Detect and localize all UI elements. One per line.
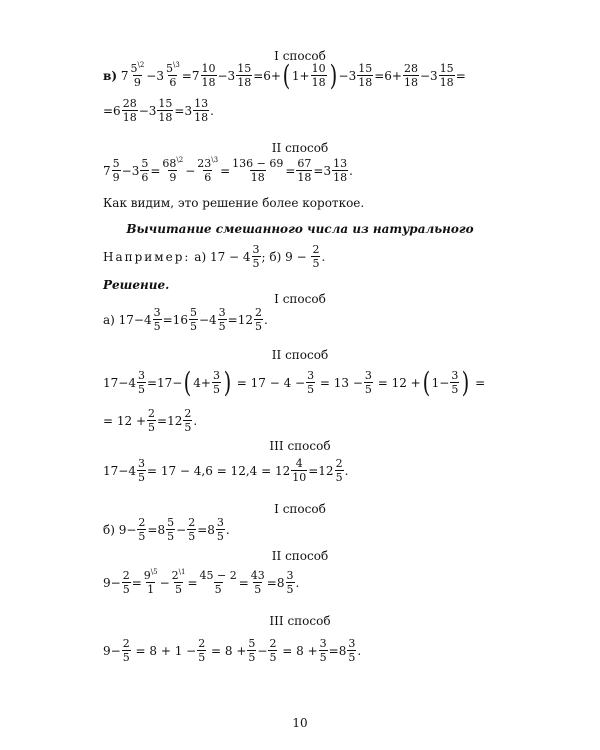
equation-line-9: 9− $\frac{2}{5}$ = $\frac{9^{\backslash 5}}{1}$ − $\frac{2^{\backslash 1}}{5}$ = $\frac{45 - 2}{5}$ = $\frac{43}{5}$ =8 $\frac{3}{5}$ . [103,568,300,596]
caption-way-2-top: II способ [271,141,329,155]
equation-line-2: =6 $\frac{28}{18}$ −3 $\frac{15}{18}$ =3 $\frac{13}{18}$ . [103,97,214,124]
section-heading: Вычитание смешанного числа из натурального [126,222,474,236]
example-b: ; б) 9 − [261,249,307,264]
example-label: Например: [103,249,191,264]
equation-line-5: 17−4 $\frac{3}{5}$ =17− ( 4+ $\frac{3}{5}$ ) = 17 − 4 − $\frac{3}{5}$ = 13 − $\frac{3}{5}$ = 12 + ( 1− $\frac{3}{5}$ ) = [103,366,486,399]
equation-line-3: 7 $\frac{5}{9}$ −3 $\frac{5}{6}$ = $\frac{68^{\backslash 2}}{9}$ − $\frac{23^{\backslash 3}}{6}$ = $\frac{136 - 69}{18}$ = $\frac{67}{18}$ =3 $\frac{13}{18}$ . [103,156,353,184]
equation-line-7: 17−4 $\frac{3}{5}$ = 17 − 4,6 = 12,4 = 12 $\frac{4}{10}$ =12 $\frac{2}{5}$ . [103,457,349,484]
equation-line-10: 9− $\frac{2}{5}$ = 8 + 1 − $\frac{2}{5}$ = 8 + $\frac{5}{5}$ − $\frac{2}{5}$ = 8 + $\frac{3}{5}$ =8 $\frac{3}{5}$ . [103,637,362,664]
caption-way-1-a: I способ [274,292,326,306]
caption-way-2-b: II способ [271,549,329,563]
caption-way-1-b: I способ [274,502,326,516]
conclusion-text: Как видим, это решение более короткое. [103,196,365,210]
caption-way-1-top: I способ [274,49,326,63]
example-a: а) 17 − 4 [194,249,251,264]
page-number: 10 [292,716,308,730]
equation-line-1: в) 7 $\frac{5^{\backslash 2}}{9}$ −3 $\frac{5^{\backslash 3}}{6}$ =7 $\frac{10}{18}$ −3 $\frac{15}{18}$ =6+ ( 1+ $\frac{10}{18}$ ) −3 $\frac{15}{18}$ =6+ $\frac{28}{18}$ −3 $\frac{15}{18}$ = [103,59,466,92]
equation-line-6: = 12 + $\frac{2}{5}$ =12 $\frac{2}{5}$ . [103,407,198,434]
equation-line-8: б) 9− $\frac{2}{5}$ =8 $\frac{5}{5}$ − $\frac{2}{5}$ =8 $\frac{3}{5}$ . [103,516,230,543]
caption-way-2-a: II способ [271,348,329,362]
example-line: Например: а) 17 − 4 $\frac{3}{5}$ ; б) 9 − $\frac{2}{5}$ . [103,243,326,270]
equation-line-4: а) 17−4 $\frac{3}{5}$ =16 $\frac{5}{5}$ −4 $\frac{3}{5}$ =12 $\frac{2}{5}$ . [103,306,268,333]
caption-way-3-b: III способ [269,614,331,628]
solution-label: Решение. [103,278,170,292]
caption-way-3-a: III способ [269,439,331,453]
